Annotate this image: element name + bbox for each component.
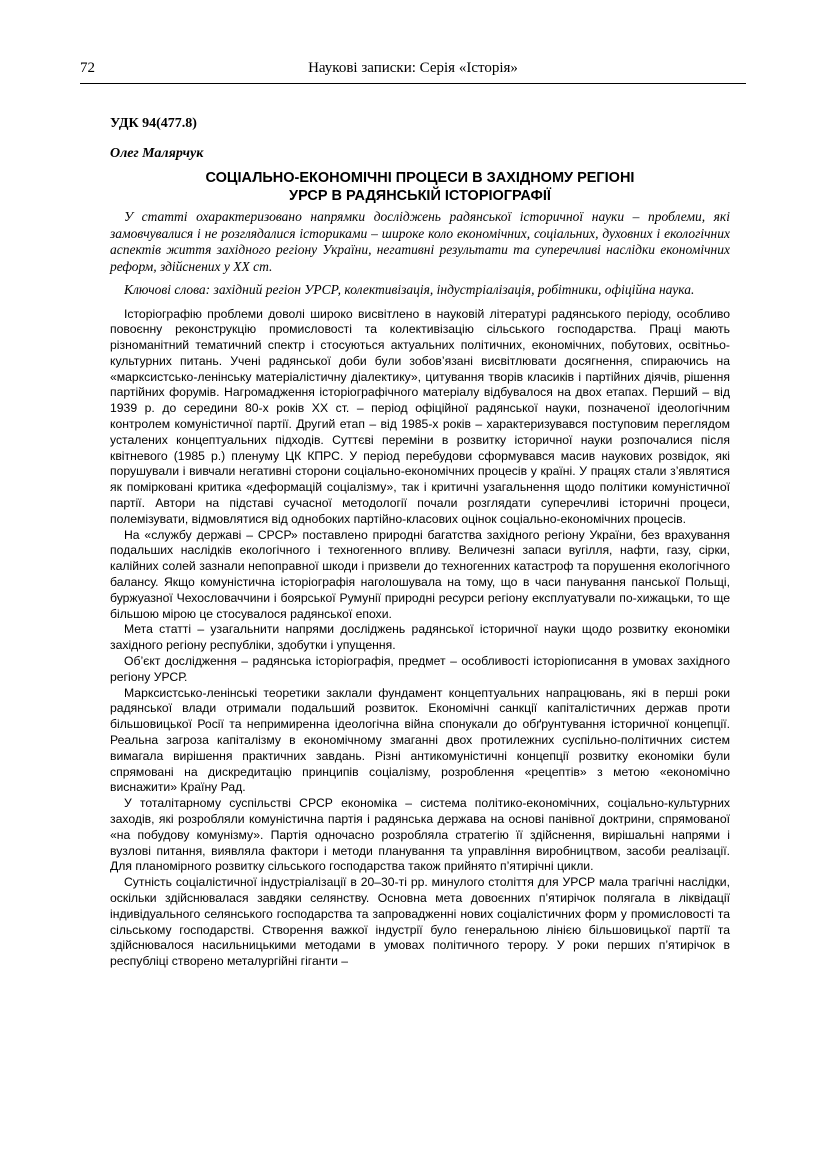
keywords: Ключові слова: західний регіон УРСР, колективізація, індустріалізація, робітники, офіційна наука.: [124, 282, 695, 297]
paragraph-2: На «службу державі – СРСР» поставлено природні багатства західного регіону України, без врахування подальших наслідків екологічного і техногенного впливу. Величезні запаси вугілля, нафти, газу, сірки, калійних солей зазнали непоправної шкоди і призвели до техногенних катастроф та порушення екологічного балансу. Якщо комуністична історіографія наголошувала на тому, що в часи панування панської Польщі, буржуазної Чехословаччини і боярської Румунії природні ресурси регіону експлуатували по-хижацьки, то ще більшою мірою це стосувалося радянської епохи.: [110, 527, 730, 621]
paragraph-1: Історіографію проблеми доволі широко висвітлено в науковій літературі радянського періоду, особливо повоєнну реконструкцію промисловості та колективізацію сільського господарства. Праці мають різноманітний тематичний спектр і стосуються актуальних політичних, економічних, побутових, освітньо-культурних питань. Учені радянської доби були зобов’язані висвітлювати досягнення, спираючись на «марксистсько-ленінську матеріалістичну діалектику», цитування творів класиків і партійних діячів, рішення партійних форумів. Нагромадження історіографічного матеріалу відбувалося на двох етапах. Перший – від 1939 р. до середини 80-х років ХХ ст. – період офіційної радянської науки, позначеної ідеологічним контролем комуністичної партії. Другий етап – від 1985-х років – характеризувався поступовим переглядом усталених концептуальних підходів. Суттєві переміни в розвитку історичної науки розпочалися після квітневого (1985 р.) пленуму ЦК КПРС. У період перебудови сформувався масив наукових розвідок, які порушували і вивчали негативні сторони соціально-економічних процесів у країні. У працях стали з’являтися як помірковані критика «деформацій соціалізму», так і критичні узагальнення щодо політики комуністичної партії. Автори на підставі сучасної методології почали розглядати суперечливі історичні процеси, полемізувати, відмовлятися від однобоких партійно-класових оцінок соціально-економічних процесів.: [110, 306, 730, 526]
article-title: [110, 169, 730, 205]
page-number: 72: [80, 60, 95, 76]
article-body: [110, 116, 730, 970]
title-line-1: СОЦІАЛЬНО-ЕКОНОМІЧНІ ПРОЦЕСИ В ЗАХІДНОМУ РЕГІОНІ: [205, 170, 635, 186]
abstract: У статті охарактеризовано напрямки досліджень радянської історичної науки – проблеми, які замовчувалися і не розглядалися істориками – широке коло економічних, соціальних, духовних і екологічних аспектів життя західного регіону України, негативні результати та суперечливі наслідки економічних реформ, здійснених у XX ст.: [110, 209, 730, 274]
title-line-2: УРСР В РАДЯНСЬКІЙ ІСТОРІОГРАФІЇ: [289, 188, 551, 204]
paragraph-6: У тоталітарному суспільстві СРСР економіка – система політико-економічних, соціально-культурних заходів, які розробляли комуністична партія і радянська держава на основі панівної доктрини, спрямованої «на побудову комунізму». Партія одночасно розробляла стратегію її здійснення, вирішальні напрями і вузлові питання, виявляла фактори і методи планування та управління виробництвом, засоби реалізації. Для планомірного розвитку сільського господарства також прийнято п’ятирічні цикли.: [110, 796, 730, 874]
paragraph-7: Сутність соціалістичної індустріалізації в 20–30-ті рр. минулого століття для УРСР мала трагічні наслідки, оскільки здійснювалася завдяки селянству. Основна мета довоєнних п’ятирічок полягала в ліквідації індивідуального селянського господарства та запровадженні нових соціалістичних форм у промисловості та сільському господарстві. Створення важкої індустрії було генеральною лінією більшовицької партії та здійснювалося насильницькими методами в умовах політичного терору. У роки перших п’ятирічок в республіці створено металургійні гіганти –: [110, 875, 730, 969]
paragraph-4: Об’єкт дослідження – радянська історіографія, предмет – особливості історіописання в умовах західного регіону УРСР.: [110, 654, 730, 684]
page-header: [80, 58, 746, 82]
udk-code: УДК 94(477.8): [110, 116, 197, 131]
running-title: Наукові записки: Серія «Історія»: [308, 60, 518, 76]
header-rule: [80, 83, 746, 84]
paragraph-3: Мета статті – узагальнити напрями досліджень радянської історичної науки щодо розвитку економіки західного регіону республіки, здобутки і упущення.: [110, 622, 730, 653]
author-name: Олег Малярчук: [110, 146, 204, 161]
paragraph-5: Марксистсько-ленінські теоретики заклали фундамент концептуальних напрацювань, які в перші роки радянської влади отримали подальший розвиток. Економічні санкції капіталістичних держав проти більшовицької Росії та непримиренна ідеологічна війна спонукали до обґрунтування історичної концепції. Реальна загроза капіталізму в економічному змаганні двох протилежних суспільно-політичних систем вимагала вирішення практичних завдань. Різні антикомуністичні концепції розвитку економіки були спрямовані на дискредитацію принципів соціалізму, розроблення «рецептів» з метою «економічно виснажити» Країну Рад.: [110, 685, 730, 795]
